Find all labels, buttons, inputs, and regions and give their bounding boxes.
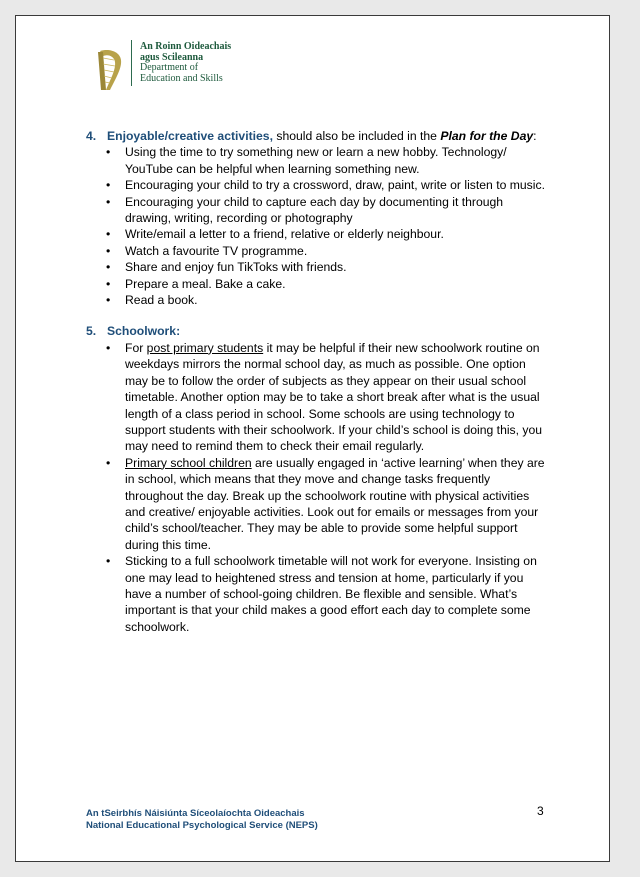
post-primary-students-text: post primary students xyxy=(146,340,264,355)
logo-line-4: Education and Skills xyxy=(140,72,223,84)
section-5-number: 5. xyxy=(86,324,97,339)
list-item: • Share and enjoy fun TikToks with friends. xyxy=(86,259,551,275)
logo-text xyxy=(140,42,280,84)
section-4-intro-text: should also be included in the xyxy=(272,129,441,143)
bullet-1-lead: For xyxy=(125,340,147,355)
bullet-2-text: are usually engaged in ‘active learning’ when they are in school, which means that they move and change tasks frequently throughout the day. Break up the schoolwork routine with physical activities and creative/ enjoyable activities. Look out for emails or messages from your child’s school/teacher. They may be able to provide some helpful support during this time. xyxy=(125,455,545,552)
page-number: 3 xyxy=(537,804,544,818)
section-4-heading: Enjoyable/creative activities, xyxy=(107,129,273,143)
list-item: • Read a book. xyxy=(86,292,551,308)
list-item: • Using the time to try something new or learn a new hobby. Technology/ YouTube can be helpful when learning something new. xyxy=(86,144,551,177)
list-item-primary xyxy=(86,455,551,553)
section-5-title xyxy=(86,323,551,339)
plan-for-the-day: Plan for the Day xyxy=(440,129,534,143)
bullet-1-text: it may be helpful if their new schoolwork routine on weekdays mirrors the normal school day, as much as possible. One option may be to follow the order of subjects as they appear on their usual school timetable. Another option may be to take a short break after what is the usual length of a class period in school. Some schools are using technology to support students with their schoolwork. If your child’s school is doing this, you may need to remind them to check their email regularly. xyxy=(125,340,543,454)
list-item: • Prepare a meal. Bake a cake. xyxy=(86,276,551,292)
document-body xyxy=(86,128,551,635)
section-4-intro xyxy=(86,128,551,144)
list-item: • Write/email a letter to a friend, relative or elderly neighbour. xyxy=(86,226,551,242)
primary-school-children-text: Primary school children xyxy=(125,455,252,470)
section-5-list xyxy=(86,340,551,635)
harp-icon xyxy=(94,48,124,93)
section-4-number: 4. xyxy=(86,129,97,143)
logo-divider xyxy=(131,40,132,86)
list-item: • Watch a favourite TV programme. xyxy=(86,243,551,259)
section-enjoyable-activities xyxy=(86,128,551,308)
section-4-intro-end: : xyxy=(533,129,537,143)
logo-line-1: An Roinn Oideachais xyxy=(140,41,232,52)
footer-english-name: National Educational Psychological Service (NEPS) xyxy=(86,819,318,831)
section-schoolwork xyxy=(86,323,551,635)
logo-line-2: agus Scileanna xyxy=(140,51,204,63)
footer-irish-name: An tSeirbhís Náisiúnta Síceolaíochta Oideachais xyxy=(86,808,305,819)
section-5-heading: Schoolwork: xyxy=(107,324,181,339)
section-spacer xyxy=(86,308,551,323)
page-footer xyxy=(86,808,506,831)
list-item-post-primary xyxy=(86,340,551,455)
section-4-list xyxy=(86,144,551,308)
list-item: • Encouraging your child to capture each day by documenting it through drawing, writing, recording or photography xyxy=(86,194,551,227)
list-item-timetable: • Sticking to a full schoolwork timetable will not work for everyone. Insisting on one may lead to heightened stress and tension at home, particularly if you have a number of school-going children. Be flexible and sensible. What’s important is that your child makes a good effort each day to complete some schoolwork. xyxy=(86,553,551,635)
list-item: • Encouraging your child to try a crossword, draw, paint, write or listen to music. xyxy=(86,177,551,193)
logo-line-3: Department of xyxy=(140,62,199,73)
